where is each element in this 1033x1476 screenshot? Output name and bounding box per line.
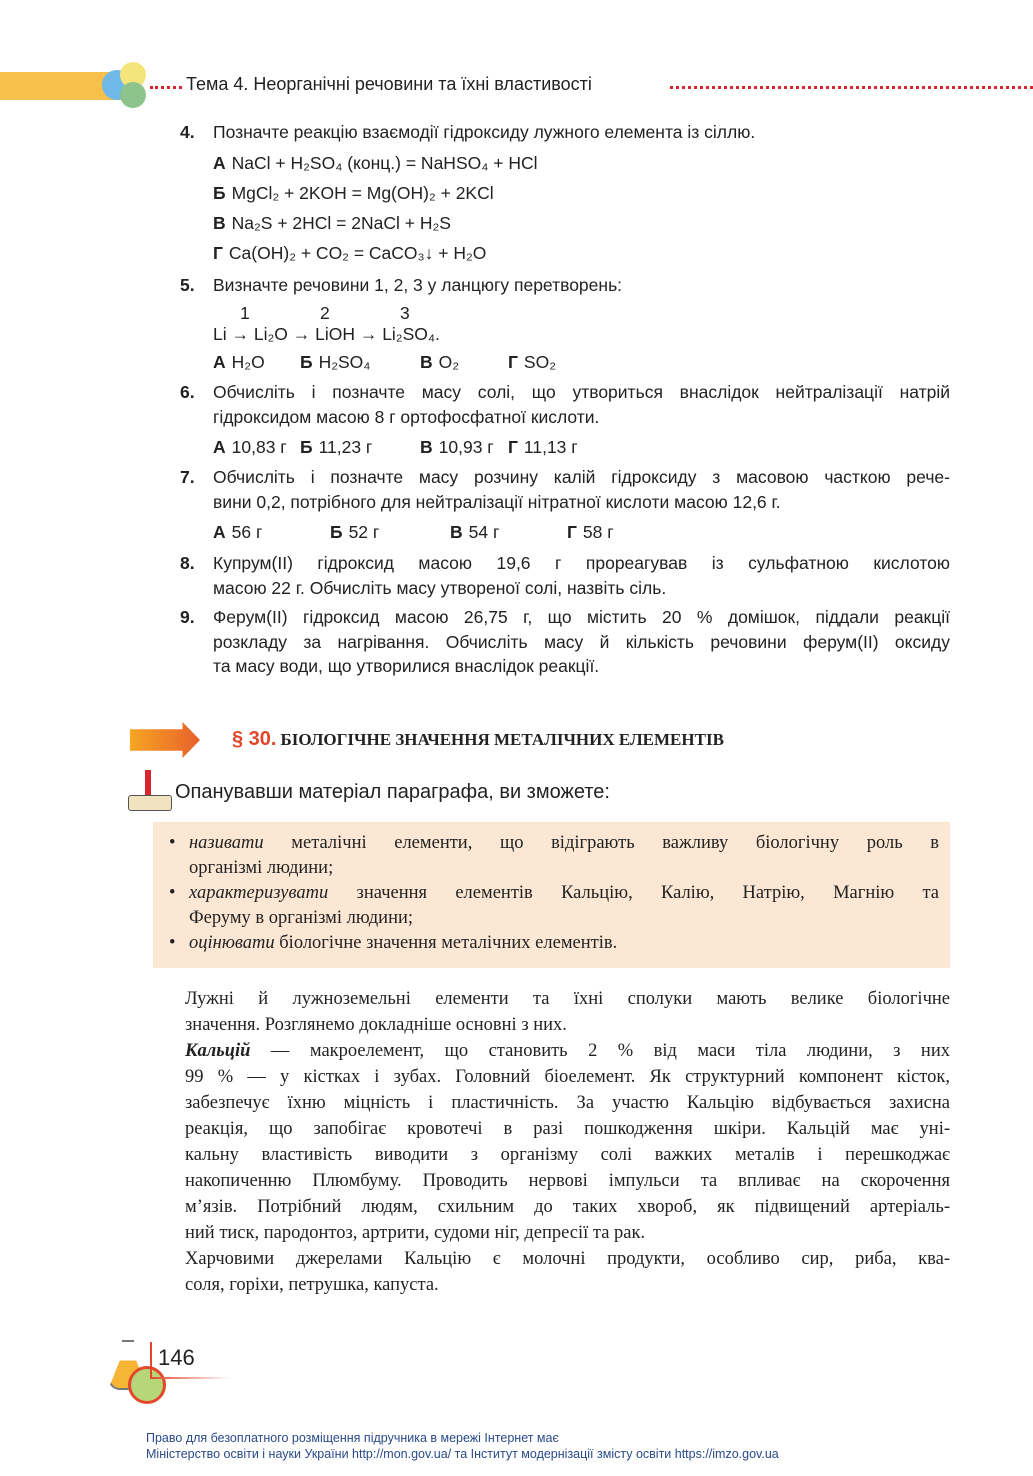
body-text [185,986,950,1298]
page-number-rule [150,1377,230,1379]
option-letter: А [213,437,226,457]
objective-text: біологічне значення металічних елементів. [274,933,618,953]
objective-item: • оцінювати біологічне значення металічних елементів. [169,933,618,953]
chain-step-number: 3 [400,303,410,323]
option-text: MgCl₂ + 2KOH = Mg(OH)₂ + 2KCl [231,183,494,203]
answer-option [508,350,556,374]
paragraph-line: забезпечує їхню міцність і пластичність. За участю Кальцію відбувається захисна [185,1093,950,1113]
answer-option [508,435,578,459]
objectives-intro: Опанувавши матеріал параграфа, ви зможете: [175,781,610,803]
question-text: гідроксидом масою 8 г ортофосфатної кислоти. [213,406,600,427]
section-number: § 30. [232,728,277,750]
question-number: 6. [180,382,195,402]
term: Кальцій [185,1041,251,1061]
answer-option [213,520,262,544]
option-letter: Г [508,437,518,457]
answer-option [330,520,379,544]
paragraph-line [185,1038,950,1064]
option-text: 56 г [231,522,263,542]
question-number: 9. [180,607,195,627]
topic-title: Тема 4. Неорганічні речовини та їхні властивості [186,74,592,94]
question-text: Ферум(ІІ) гідроксид масою 26,75 г, що містить 20 % домішок, піддали реакції [213,607,950,627]
option-text: NaCl + H₂SO₄ (конц.) = NaHSO₄ + HCl [231,153,538,173]
answer-option [420,350,459,374]
option-text: 52 г [348,522,380,542]
objective-verb: характеризувати [189,883,329,903]
option-letter: В [213,213,226,233]
section-heading [232,728,724,751]
section-title: БІОЛОГІЧНЕ ЗНАЧЕННЯ МЕТАЛІЧНИХ ЕЛЕМЕНТІВ [280,730,724,749]
open-book-icon [128,795,172,811]
option-letter: Б [300,437,313,457]
option-letter: В [450,522,463,542]
objective-text: металічні елементи, що відіграють важливу біологічну роль в [263,833,939,853]
answer-option [213,241,486,265]
option-text: H₂O [231,352,265,372]
clock-icon [128,1366,166,1404]
question-text: Позначте реакцію взаємодії гідроксиду лужного елемента із сіллю. [213,122,756,142]
answer-option [450,520,499,544]
footer-line: Право для безоплатного розміщення підручника в мережі Інтернет має [146,1431,559,1445]
header-dots [150,86,182,89]
paragraph-line: накопиченню Плюмбуму. Проводить нервові імпульси та впливає на скорочення [185,1171,950,1191]
objective-verb: називати [189,833,264,853]
option-letter: Б [213,183,226,203]
paragraph-line: Лужні й лужноземельні елементи та їхні сполуки мають велике біологічне [185,989,950,1009]
paragraph-line: кальну властивість виводити з організму солі важких металів і перешкоджає [185,1145,950,1165]
option-letter: В [420,352,433,372]
page-number: 146 [158,1345,195,1370]
paragraph-line: соля, горіхи, петрушка, капуста. [185,1275,439,1295]
molecule-icon-part [120,82,146,108]
option-text: H₂SO₄ [318,352,371,372]
answer-option [213,181,494,205]
objective-text: Феруму в організмі людини; [189,908,414,928]
question-text: масою 22 г. Обчисліть масу утвореної солі, назвіть сіль. [213,577,667,598]
option-letter: А [213,153,226,173]
paragraph-line: 99 % — у кістках і зубах. Головний біоелемент. Як структурний компонент кісток, [185,1067,950,1087]
option-letter: Г [213,243,223,263]
option-text: O₂ [438,352,460,372]
option-text: 10,93 г [438,437,494,457]
answer-option [213,435,287,459]
answer-option [300,350,370,374]
reaction-chain: Li → Li₂O → LiOH → Li₂SO₄. [213,324,440,344]
option-text: 58 г [582,522,614,542]
question-text: Купрум(ІІ) гідроксид масою 19,6 г прореагував із сульфатною кислотою [213,553,950,573]
question-number: 7. [180,467,195,487]
paragraph-line: ний тиск, пародонтоз, артрити, судоми ніг, депресії та рак. [185,1223,646,1243]
option-text: 11,23 г [318,437,373,457]
paragraph-line: реакція, що запобігає кровотечі в разі пошкодження шкіри. Кальцій має уні- [185,1119,950,1139]
objective-verb: оцінювати [189,933,275,953]
question-number: 5. [180,275,195,295]
objectives-box [153,822,950,968]
answer-option [213,350,265,374]
option-letter: Б [330,522,343,542]
answer-option [213,151,537,175]
question-text: Обчисліть і позначте масу солі, що утвориться внаслідок нейтралізації натрій [213,382,950,402]
question-number: 4. [180,122,195,142]
footer-line: Міністерство освіти і науки України http://mon.gov.ua/ та Інститут модернізації змісту освіти https://imzo.gov.ua [146,1447,779,1461]
question-text: вини 0,2, потрібного для нейтралізації нітратної кислоти масою 12,6 г. [213,491,781,512]
objective-item: • називати металічні елементи, що відіграють важливу біологічну роль в організмі людини; [189,831,939,881]
exclamation-icon [145,770,151,796]
chain-step-number: 1 [240,303,250,323]
option-letter: В [420,437,433,457]
question-text: Визначте речовини 1, 2, 3 у ланцюгу перетворень: [213,275,623,295]
question-text: та масу води, що утворилися внаслідок реакції. [213,656,600,676]
option-letter: Г [567,522,577,542]
question-number: 8. [180,553,195,573]
objective-text: значення елементів Кальцію, Калію, Натрію, Магнію та [328,883,939,903]
answer-option [567,520,614,544]
book-arrow-icon [130,722,200,758]
option-text: Ca(OH)₂ + CO₂ = CaCO₃↓ + H₂O [228,243,487,263]
objective-item: • характеризувати значення елементів Кальцію, Калію, Натрію, Магнію та Феруму в організмі людини; [189,881,939,931]
option-letter: Г [508,352,518,372]
option-letter: Б [300,352,313,372]
paragraph-text: — макроелемент, що становить 2 % від маси тіла людини, з них [250,1041,950,1061]
question-text: розкладу за нагрівання. Обчисліть масу й кількість речовини ферум(ІІ) оксиду [213,631,950,652]
answer-option [213,211,451,235]
option-text: 54 г [468,522,500,542]
option-text: 11,13 г [523,437,578,457]
option-text: Na₂S + 2HCl = 2NaCl + H₂S [231,213,451,233]
option-letter: А [213,352,226,372]
footer [146,1430,779,1462]
chain-step-number: 2 [320,303,330,323]
paragraph-line: значення. Розглянемо докладніше основні з них. [185,1015,567,1035]
paragraph-line: м’язів. Потрібний людям, схильним до таких хвороб, як підвищений артеріаль- [185,1197,950,1217]
paragraph-line: Харчовими джерелами Кальцію є молочні продукти, особливо сир, риба, ква- [185,1249,950,1269]
option-text: 10,83 г [231,437,287,457]
option-letter: А [213,522,226,542]
option-text: SO₂ [523,352,556,372]
answer-option [420,435,494,459]
objective-text: організмі людини; [189,858,334,878]
answer-option [300,435,372,459]
header-dots [670,86,1033,89]
page-number-rule [150,1342,152,1378]
question-text: Обчисліть і позначте масу розчину калій гідроксиду з масовою часткою рече- [213,467,950,487]
